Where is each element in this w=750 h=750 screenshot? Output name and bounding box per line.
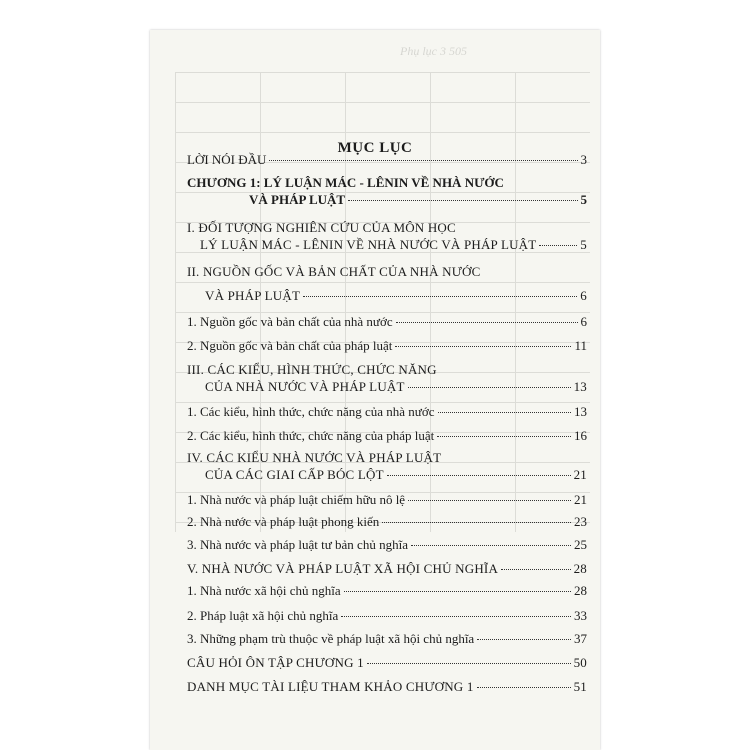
page-title: MỤC LỤC — [337, 140, 413, 156]
toc-entry-section-2[interactable]: VÀ PHÁP LUẬT 6 — [205, 288, 587, 303]
toc-entry-3-1[interactable]: 1. Các kiểu, hình thức, chức năng của nhà nước 13 — [187, 404, 587, 419]
toc-entry-chapter-1[interactable]: VÀ PHÁP LUẬT 5 — [249, 192, 587, 207]
toc-entry-section-1-line1[interactable]: I. ĐỐI TƯỢNG NGHIÊN CỨU CỦA MÔN HỌC — [187, 220, 456, 235]
toc-entry-4-1[interactable]: 1. Nhà nước và pháp luật chiếm hữu nô lệ 21 — [187, 492, 587, 507]
book-page — [150, 30, 600, 750]
toc-entry-section-5[interactable]: V. NHÀ NƯỚC VÀ PHÁP LUẬT XÃ HỘI CHỦ NGHĨA 28 — [187, 561, 587, 576]
toc-entry-2-1[interactable]: 1. Nguồn gốc và bản chất của nhà nước 6 — [187, 314, 587, 329]
bleed-through-header: Phụ lục 3 505 — [400, 44, 467, 58]
toc-entry-4-2[interactable]: 2. Nhà nước và pháp luật phong kiến 23 — [187, 514, 587, 529]
toc-entry-section-4-line1[interactable]: IV. CÁC KIỂU NHÀ NƯỚC VÀ PHÁP LUẬT — [187, 450, 442, 465]
toc-entry-section-3-line1[interactable]: III. CÁC KIỂU, HÌNH THỨC, CHỨC NĂNG — [187, 362, 437, 377]
toc-entry-section-2-line1[interactable]: II. NGUỒN GỐC VÀ BẢN CHẤT CỦA NHÀ NƯỚC — [187, 264, 481, 279]
toc-entry-loi-noi-dau[interactable]: LỜI NÓI ĐẦU 3 — [187, 152, 587, 167]
toc-entry-4-3[interactable]: 3. Nhà nước và pháp luật tư bản chủ nghĩa 25 — [187, 537, 587, 552]
toc-entry-tai-lieu[interactable]: DANH MỤC TÀI LIỆU THAM KHẢO CHƯƠNG 1 51 — [187, 679, 587, 694]
toc-entry-5-3[interactable]: 3. Những phạm trù thuộc về pháp luật xã hội chủ nghĩa 37 — [187, 631, 587, 646]
toc-entry-3-2[interactable]: 2. Các kiểu, hình thức, chức năng của pháp luật 16 — [187, 428, 587, 443]
toc-entry-section-1[interactable]: LÝ LUẬN MÁC - LÊNIN VỀ NHÀ NƯỚC VÀ PHÁP LUẬT 5 — [200, 237, 587, 252]
toc-entry-2-2[interactable]: 2. Nguồn gốc và bản chất của pháp luật 11 — [187, 338, 587, 353]
toc-entry-section-4[interactable]: CỦA CÁC GIAI CẤP BÓC LỘT 21 — [205, 467, 587, 482]
toc-entry-5-2[interactable]: 2. Pháp luật xã hội chủ nghĩa 33 — [187, 608, 587, 623]
toc-entry-chapter-1-line1[interactable]: CHƯƠNG 1: LÝ LUẬN MÁC - LÊNIN VỀ NHÀ NƯỚC — [187, 175, 504, 190]
toc-entry-5-1[interactable]: 1. Nhà nước xã hội chủ nghĩa 28 — [187, 583, 587, 598]
toc-entry-cau-hoi[interactable]: CÂU HỎI ÔN TẬP CHƯƠNG 1 50 — [187, 655, 587, 670]
toc-entry-section-3[interactable]: CỦA NHÀ NƯỚC VÀ PHÁP LUẬT 13 — [205, 379, 587, 394]
